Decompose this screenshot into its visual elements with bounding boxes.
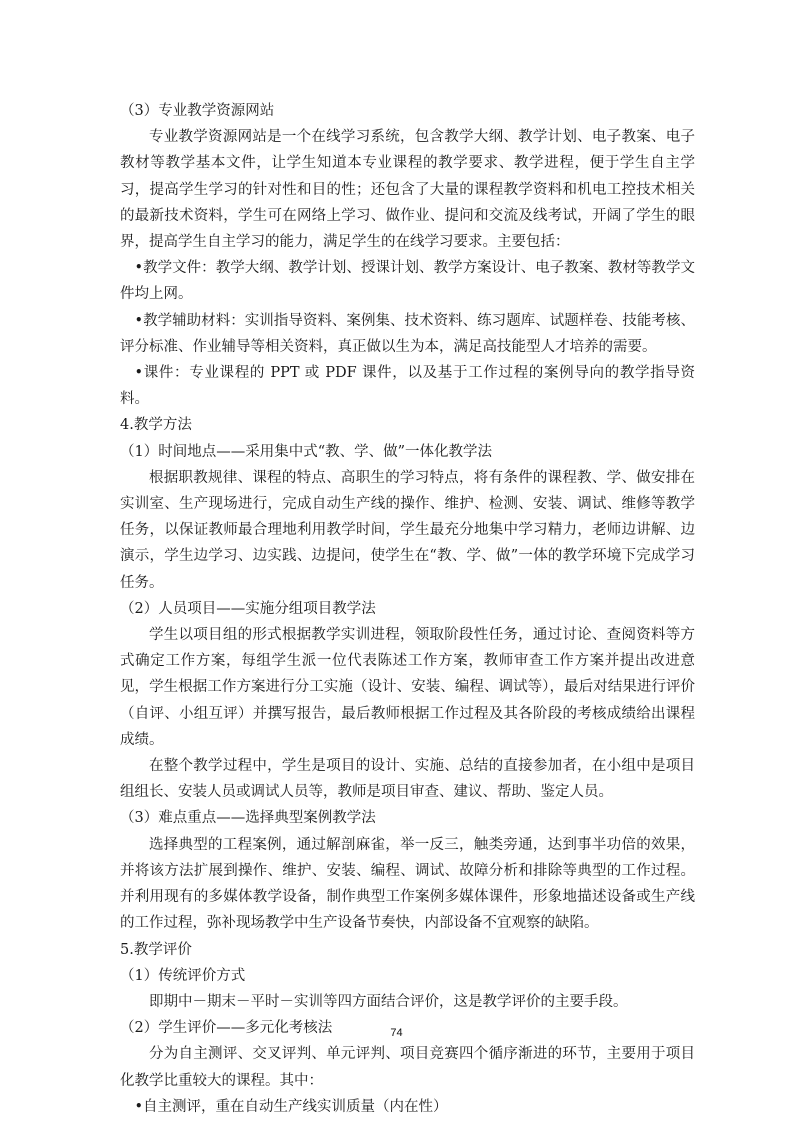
bullet-teaching-documents: •教学文件：教学大纲、教学计划、授课计划、教学方案设计、电子教案、教材等教学文件均上网。 [120, 260, 695, 303]
paragraph-integrated-teaching: 根据职教规律、课程的特点、高职生的学习特点，将有条件的课程教、学、做安排在实训室、生产现场进行，完成自动生产线的操作、维护、检测、安装、调试、维修等教学任务，以保证教师最合理地利用教学时间，学生最充分地集中学习精力，老师边讲解、边演示，学生边学习、边实践、边提问，使学生在“教、学、做”一体的教学环境下完成学习任务。 [120, 469, 695, 591]
heading-integrated-teaching: （1）时间地点——采用集中式“教、学、做”一体化教学法 [120, 443, 493, 460]
paragraph-group-project-teaching: 学生以项目组的形式根据教学实训进程，领取阶段性任务，通过讨论、查阅资料等方式确定工作方案，每组学生派一位代表陈述工作方案，教师审查工作方案并提出改进意见，学生根据工作方案进行分工实施（设计、安装、编程、调试等），最后对结果进行评价（自评、小组互评）并撰写报告，最后教师根据工作过程及其各阶段的考核成绩给出课程成绩。 [120, 627, 695, 748]
section-heading-teaching-methods: 4.教学方法 [120, 417, 192, 434]
bullet-teaching-aids: •教学辅助材料：实训指导资料、案例集、技术资料、练习题库、试题样卷、技能考核、评分标准、作业辅导等相关资料，真正做以生为本，满足高技能型人才培养的需要。 [120, 312, 695, 355]
bullet-courseware: •课件：专业课程的 PPT 或 PDF 课件，以及基于工作过程的案例导向的教学指导资料。 [120, 365, 695, 408]
paragraph-resource-website-intro: 专业教学资源网站是一个在线学习系统，包含教学大纲、教学计划、电子教案、电子教材等教学基本文件，让学生知道本专业课程的教学要求、教学进程，便于学生自主学习，提高学生学习的针对性和目的性；还包含了大量的课程教学资料和机电工控技术相关的最新技术资料，学生可在网络上学习、做作业、提问和交流及线考试，开阔了学生的眼界，提高学生自主学习的能力，满足学生的在线学习要求。主要包括： [120, 129, 695, 251]
heading-case-teaching: （3）难点重点——选择典型案例教学法 [120, 810, 376, 827]
section-heading-teaching-evaluation: 5.教学评价 [120, 941, 192, 958]
heading-student-evaluation: （2）学生评价——多元化考核法 [120, 1020, 333, 1037]
heading-teaching-resource-website: （3）专业教学资源网站 [120, 103, 275, 119]
page-number: 74 [390, 1027, 403, 1039]
paragraph-student-evaluation: 分为自主测评、交叉评判、单元评判、项目竞赛四个循序渐进的环节，主要用于项目化教学比重较大的课程。其中： [120, 1046, 695, 1089]
bullet-self-assessment: •自主测评，重在自动生产线实训质量（内在性） [134, 1098, 448, 1115]
page-body [120, 98, 695, 1120]
paragraph-case-teaching: 选择典型的工程案例，通过解剖麻雀，举一反三，触类旁通，达到事半功倍的效果，并将该方法扩展到操作、维护、安装、编程、调试、故障分析和排除等典型的工作过程。并利用现有的多媒体教学设备，制作典型工作案例多媒体课件，形象地描述设备或生产线的工作过程，弥补现场教学中生产设备节奏快，内部设备不宜观察的缺陷。 [120, 836, 695, 932]
heading-group-project-teaching: （2）人员项目——实施分组项目教学法 [120, 600, 376, 617]
paragraph-traditional-evaluation: 即期中－期末－平时－实训等四方面结合评价，这是教学评价的主要手段。 [149, 993, 628, 1010]
paragraph-student-roles: 在整个教学过程中，学生是项目的设计、实施、总结的直接参加者，在小组中是项目组组长、安装人员或调试人员等，教师是项目审查、建议、帮助、鉴定人员。 [120, 758, 695, 801]
heading-traditional-evaluation: （1）传统评价方式 [120, 967, 246, 984]
